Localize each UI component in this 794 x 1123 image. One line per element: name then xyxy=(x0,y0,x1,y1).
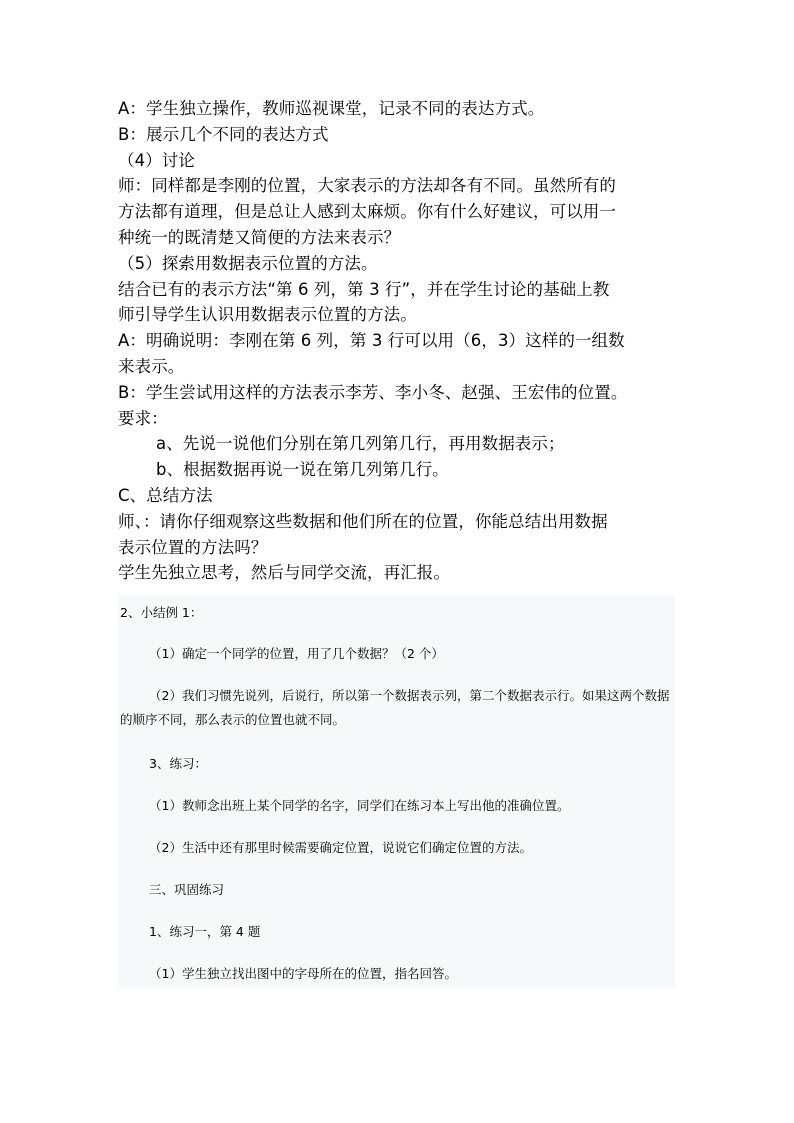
paragraph: （2）生活中还有那里时候需要确定位置，说说它们确定位置的方法。 xyxy=(149,840,532,855)
text-line: （4）讨论 xyxy=(118,150,195,170)
practice-heading: 3、练习： xyxy=(149,756,207,771)
text-line: （5）探索用数据表示位置的方法。 xyxy=(118,253,378,273)
text-line: 来表示。 xyxy=(118,356,185,376)
text-line: a、先说一说他们分别在第几列第几行，再用数据表示； xyxy=(156,434,565,454)
text-line: 结合已有的表示方法“第 6 列，第 3 行”，并在学生讨论的基础上教 xyxy=(118,279,610,299)
lesson-text-block xyxy=(118,96,688,586)
text-line: b、根据数据再说一说在第几列第几行。 xyxy=(156,460,449,480)
text-line: 师：同样都是李刚的位置，大家表示的方法却各有不同。虽然所有的 xyxy=(118,176,616,196)
text-line: B：展示几个不同的表达方式 xyxy=(118,124,329,144)
paragraph: （1）学生独立找出图中的字母所在的位置，指名回答。 xyxy=(149,966,457,981)
text-line: 种统一的既清楚又简便的方法来表示？ xyxy=(118,227,401,247)
paragraph: （1）确定一个同学的位置，用了几个数据？（2 个） xyxy=(149,646,444,661)
paragraph: （2）我们习惯先说列，后说行，所以第一个数据表示列，第二个数据表示行。如果这两个数据的顺序不同，那么表示的位置也就不同。 xyxy=(120,688,670,727)
text-line: 表示位置的方法吗？ xyxy=(118,537,268,557)
consolidate-heading: 三、巩固练习 xyxy=(149,882,225,897)
text-line: C、总结方法 xyxy=(118,485,213,505)
text-line: A：学生独立操作，教师巡视课堂，记录不同的表达方式。 xyxy=(118,99,545,118)
shaded-content-panel xyxy=(118,595,675,987)
text-line: 学生先独立思考，然后与同学交流，再汇报。 xyxy=(118,563,450,583)
summary-heading: 2、小结例 1： xyxy=(120,605,203,620)
text-line: 要求： xyxy=(118,408,168,428)
paragraph: （1）教师念出班上某个同学的名字，同学们在练习本上写出他的准确位置。 xyxy=(149,798,570,813)
text-line: A：明确说明：李刚在第 6 列，第 3 行可以用（6，3）这样的一组数 xyxy=(118,331,625,351)
text-line: 方法都有道理，但是总让人感到太麻烦。你有什么好建议，可以用一 xyxy=(118,202,616,222)
text-line: B：学生尝试用这样的方法表示李芳、李小冬、赵强、王宏伟的位置。 xyxy=(118,382,628,402)
text-line: 师、：请你仔细观察这些数据和他们所在的位置，你能总结出用数据 xyxy=(118,511,608,531)
exercise-heading: 1、练习一，第 4 题 xyxy=(149,924,261,939)
text-line: 师引导学生认识用数据表示位置的方法。 xyxy=(118,305,417,325)
